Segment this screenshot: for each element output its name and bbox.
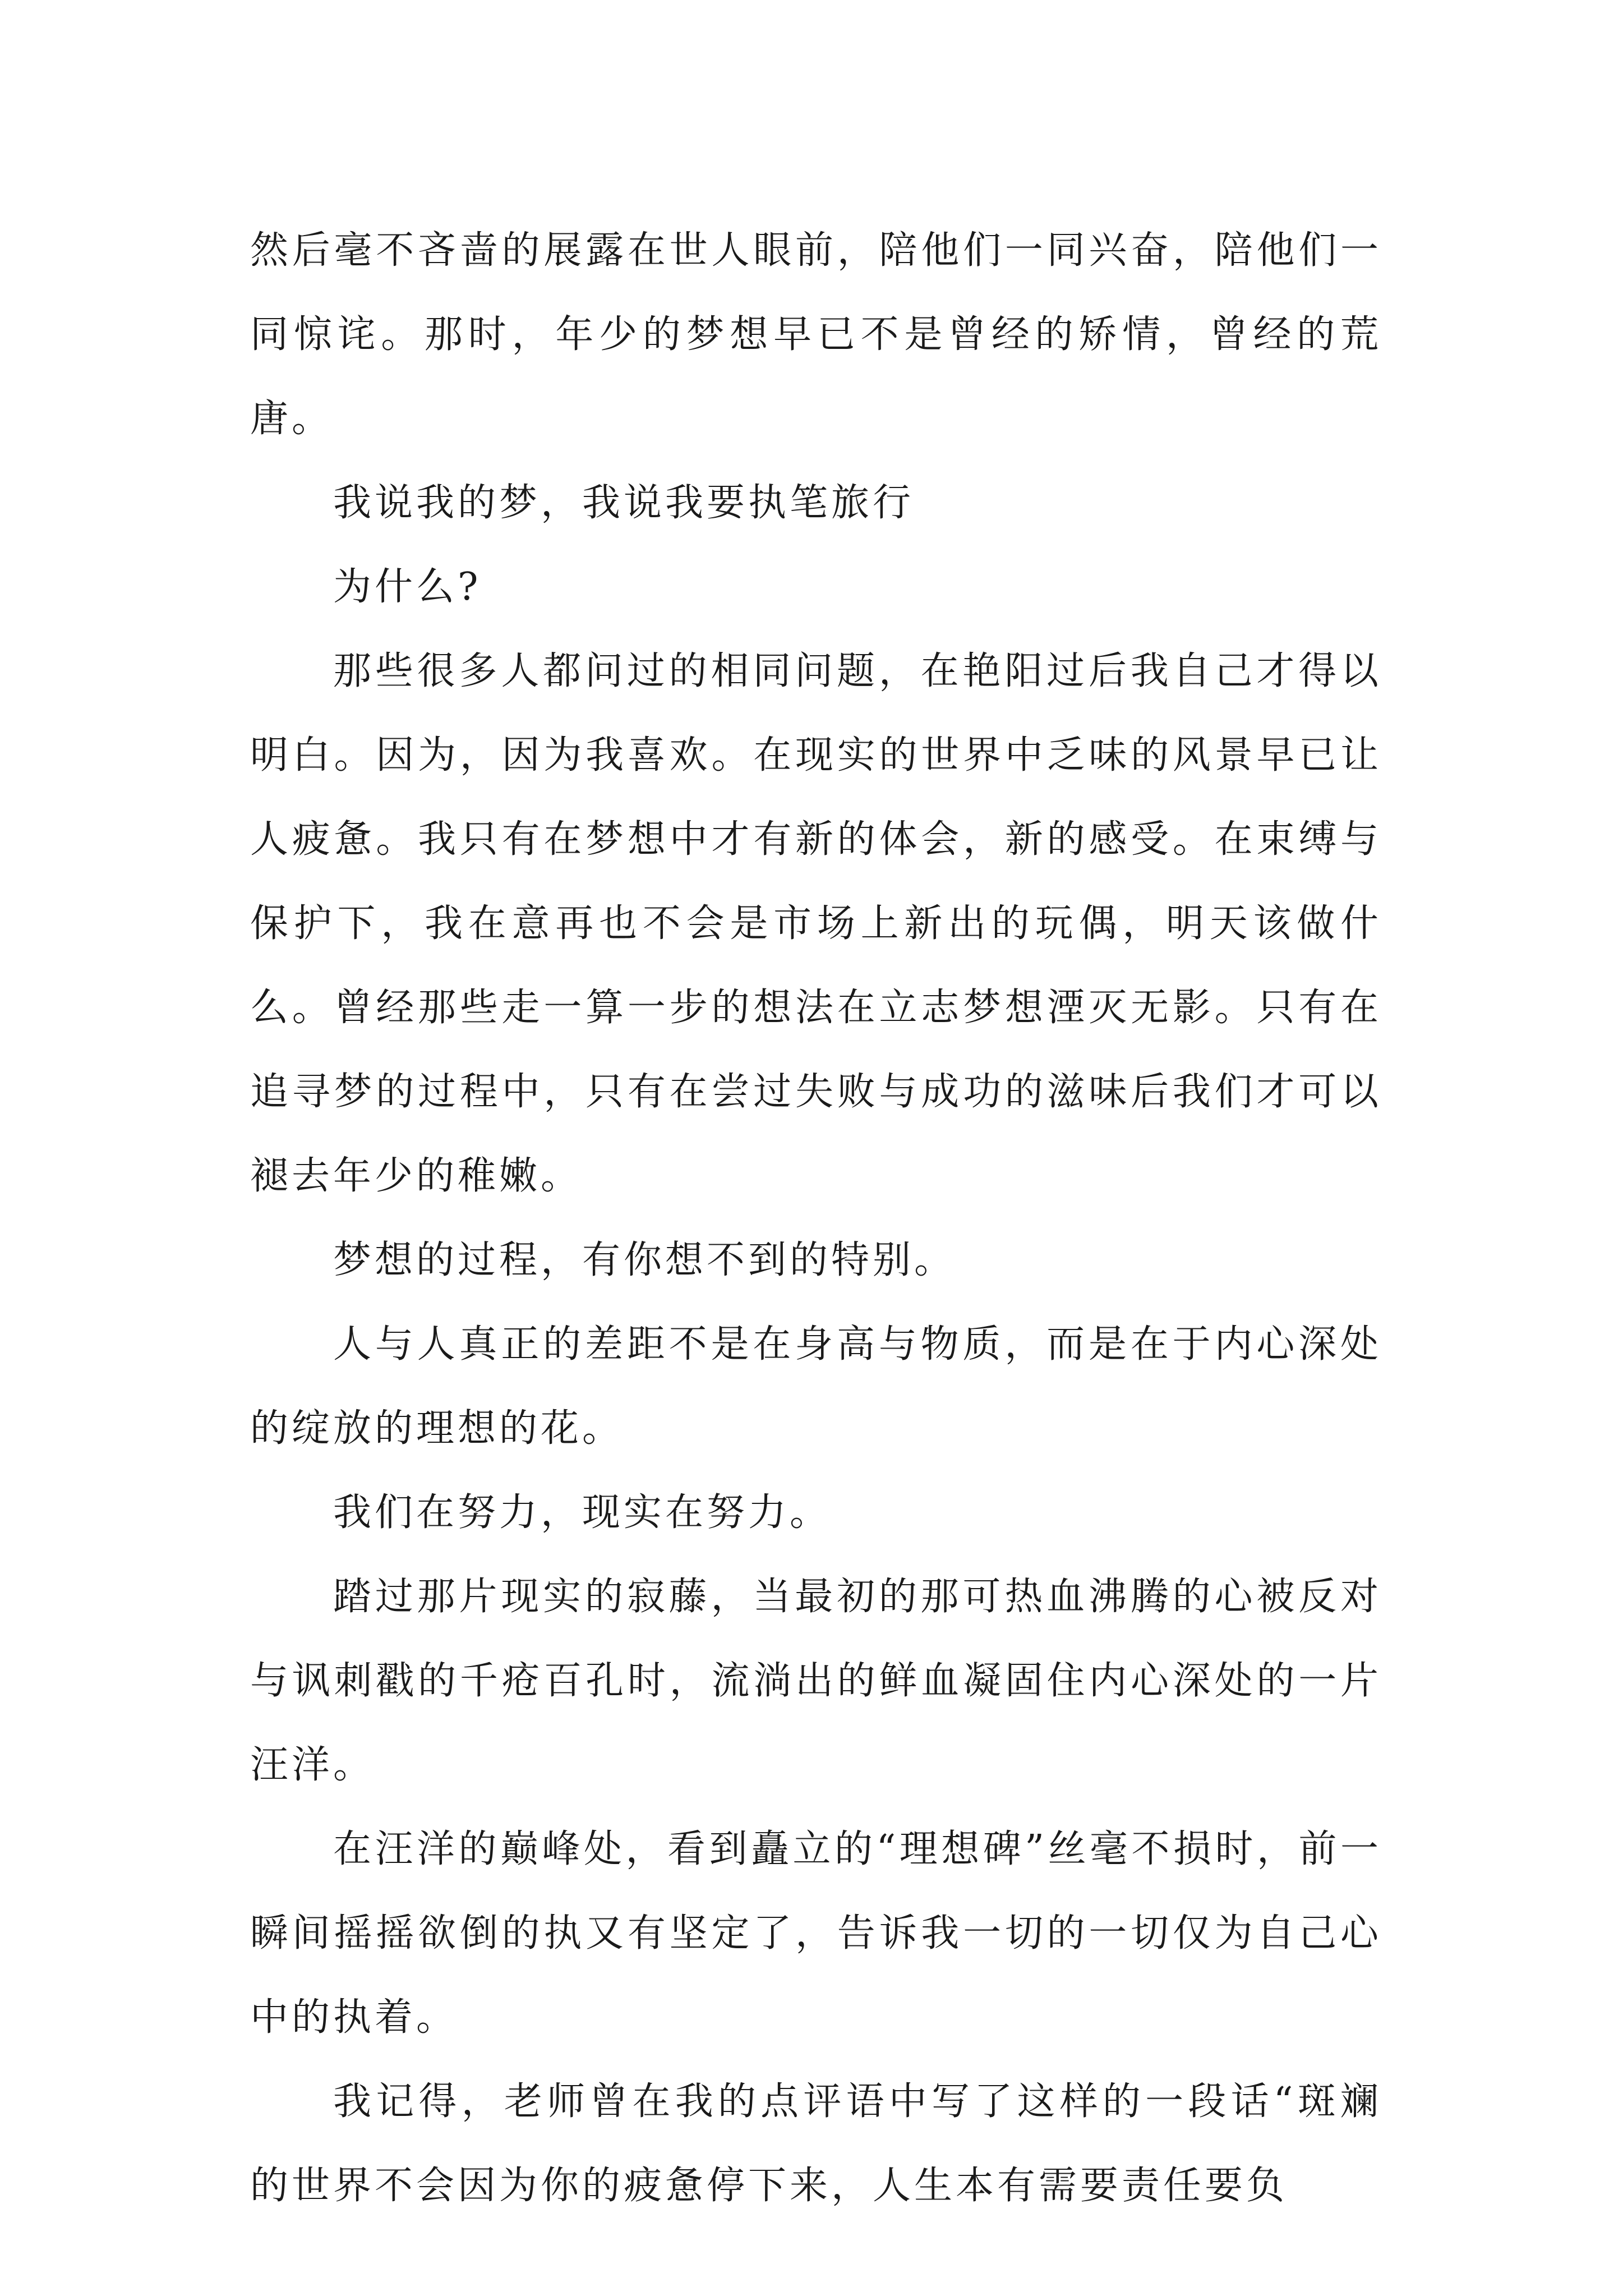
document-body <box>250 209 1382 2228</box>
paragraph: 我们在努力，现实在努力。 <box>333 1490 832 1535</box>
paragraph: 然后毫不吝啬的展露在世人眼前，陪他们一同兴奋，陪他们一同惊诧。那时，年少的梦想早已不是曾经的矫情，曾经的荒唐。 <box>250 228 1382 441</box>
paragraph: 我说我的梦，我说我要执笔旅行 <box>333 481 915 525</box>
paragraph: 为什么? <box>333 565 482 609</box>
paragraph: 踏过那片现实的寂藤，当最初的那可热血沸腾的心被反对与讽刺戳的千疮百孔时，流淌出的鲜血凝固住内心深处的一片汪洋。 <box>250 1575 1382 1787</box>
paragraph: 梦想的过程，有你想不到的特别。 <box>333 1238 956 1282</box>
paragraph: 我记得，老师曾在我的点评语中写了这样的一段话“斑斓的世界不会因为你的疲惫停下来，人生本有需要责任要负 <box>250 2079 1382 2208</box>
paragraph: 在汪洋的巅峰处，看到矗立的“理想碑”丝毫不损时，前一瞬间摇摇欲倒的执又有坚定了，告诉我一切的一切仅为自己心中的执着。 <box>250 1827 1382 2040</box>
paragraph: 人与人真正的差距不是在身高与物质，而是在于内心深处的绽放的理想的花。 <box>250 1322 1382 1451</box>
paragraph: 那些很多人都问过的相同问题，在艳阳过后我自己才得以明白。因为，因为我喜欢。在现实的世界中乏味的风景早已让人疲惫。我只有在梦想中才有新的体会，新的感受。在束缚与保护下，我在意再也不会是市场上新出的玩偶，明天该做什么。曾经那些走一算一步的想法在立志梦想湮灭无影。只有在追寻梦的过程中，只有在尝过失败与成功的滋味后我们才可以褪去年少的稚嫩。 <box>250 649 1382 1198</box>
